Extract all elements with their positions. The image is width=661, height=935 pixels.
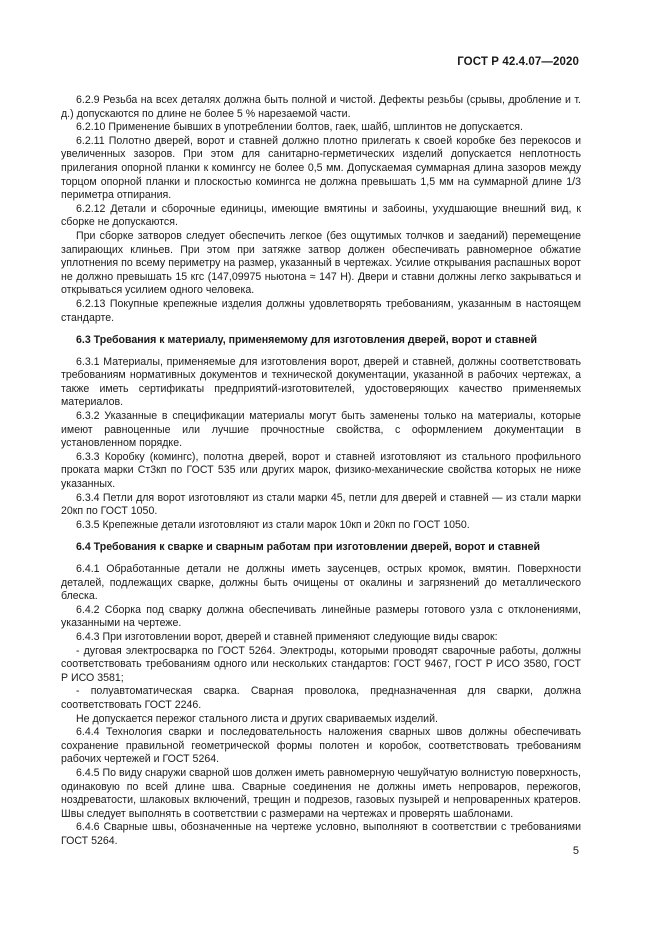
paragraph-6-3-2: 6.3.2 Указанные в спецификации материалы могут быть заменены только на материалы, которые имеют равноценные или лучшие прочностные свойства, с оформлением документации в установленном порядке. (61, 410, 581, 450)
section-heading-6-4: 6.4 Требования к сварке и сварным работам при изготовлении дверей, ворот и ставней (76, 541, 541, 554)
paragraph-6-4-5: 6.4.5 По виду снаружи сварной шов должен иметь равномерную чешуйчатую волнистую поверхность, одинаковую по всей длине шва. Сварные соединения не должны иметь непроваров, пережогов, ноздреватости, шлаковых включений, трещин и подрезов, газовых пузырей и непроваренных кратеров. Швы следует выполнять в соответствии с размерами на чертежах и проверять шаблонами. (61, 766, 581, 820)
paragraph-6-4-1: 6.4.1 Обработанные детали не должны иметь заусенцев, острых кромок, вмятин. Поверхности деталей, подлежащих сварке, должны быть очищены от окалины и загрязнений до металлического блеска. (61, 563, 581, 603)
paragraph-6-2-11: 6.2.11 Полотно дверей, ворот и ставней должно плотно прилегать к своей коробке без перекосов и увеличенных зазоров. При этом для санитарно-герметических изделий допускается неплотность прилегания опорной планки к комингсу не более 0,5 мм. Допускаемая суммарная длина зазоров между торцом опорной планки и плоскостью комингса не должна превышать 1,5 мм на суммарной длине 1/3 периметра отпирания. (61, 134, 581, 202)
paragraph-6-4-3: 6.4.3 При изготовлении ворот, дверей и ставней применяют следующие виды сварок: (76, 630, 498, 643)
paragraph-6-4-6: 6.4.6 Сварные швы, обозначенные на чертеже условно, выполняют в соответствии с требованиями ГОСТ 5264. (61, 821, 581, 847)
document-body (61, 94, 581, 848)
page-number: 5 (572, 845, 579, 857)
paragraph-latch-assembly: При сборке затворов следует обеспечить легкое (без ощутимых толчков и заеданий) перемещение запирающих клиньев. При этом при затяжке затвор должен обеспечивать равномерное обжатие уплотнения по всему периметру на размер, указанный в чертежах. Усилие открывания распашных ворот не должно превышать 15 кгс (147,09975 ньютона ≈ 147 Н). Двери и ставни должны легко закрываться и открываться усилием одного человека. (61, 229, 581, 297)
list-item-arc-welding: - дуговая электросварка по ГОСТ 5264. Электроды, которыми проводят сварочные работы, должны соответствовать требованиям одного или нескольких стандартов: ГОСТ 9467, ГОСТ Р ИСО 3580, ГОСТ Р ИСО 3581; (61, 644, 581, 684)
paragraph-6-4-2: 6.4.2 Сборка под сварку должна обеспечивать линейные размеры готового узла с отклонениями, указанными на чертеже. (61, 603, 581, 630)
standard-designation: ГОСТ Р 42.4.07—2020 (457, 56, 579, 68)
paragraph-6-3-3: 6.3.3 Коробку (комингс), полотна дверей, ворот и ставней изготовляют из стального профильного проката марки Ст3кп по ГОСТ 535 или других марок, физико-механические свойства которых не ниже указанных. (61, 450, 581, 491)
paragraph-6-4-4: 6.4.4 Технология сварки и последовательность наложения сварных швов должны обеспечивать сохранение правильной геометрической формы полотен и коробок, соответствовать требованиям рабочих чертежей и ГОСТ 5264. (61, 726, 581, 766)
list-item-semiauto-welding: - полуавтоматическая сварка. Сварная проволока, предназначенная для сварки, должна соответствовать ГОСТ 2246. (61, 685, 581, 711)
paragraph-6-2-9: 6.2.9 Резьба на всех деталях должна быть полной и чистой. Дефекты резьбы (срывы, дробление и т. д.) допускаются по длине не более 5 % нарезаемой части. (61, 94, 581, 120)
paragraph-no-burnout: Не допускается пережог стального листа и других свариваемых изделий. (76, 712, 438, 725)
paragraph-6-2-12: 6.2.12 Детали и сборочные единицы, имеющие вмятины и забоины, ухудшающие внешний вид, к сборке не допускаются. (61, 202, 581, 229)
paragraph-6-2-10: 6.2.10 Применение бывших в употреблении болтов, гаек, шайб, шплинтов не допускается. (76, 121, 523, 134)
paragraph-6-3-1: 6.3.1 Материалы, применяемые для изготовления ворот, дверей и ставней, должны соответствовать требованиям нормативных документов и технической документации, указанной в рабочих чертежах, а также иметь сертификаты предприятий-изготовителей, удостоверяющих качество применяемых материалов. (61, 355, 581, 409)
paragraph-6-2-13: 6.2.13 Покупные крепежные изделия должны удовлетворять требованиям, указанным в настоящем стандарте. (61, 297, 581, 324)
section-heading-6-3: 6.3 Требования к материалу, применяемому для изготовления дверей, ворот и ставней (76, 334, 538, 347)
paragraph-6-3-5: 6.3.5 Крепежные детали изготовляют из стали марок 10кп и 20кп по ГОСТ 1050. (76, 518, 470, 531)
paragraph-6-3-4: 6.3.4 Петли для ворот изготовляют из стали марки 45, петли для дверей и ставней — из стали марки 20кп по ГОСТ 1050. (61, 491, 581, 518)
